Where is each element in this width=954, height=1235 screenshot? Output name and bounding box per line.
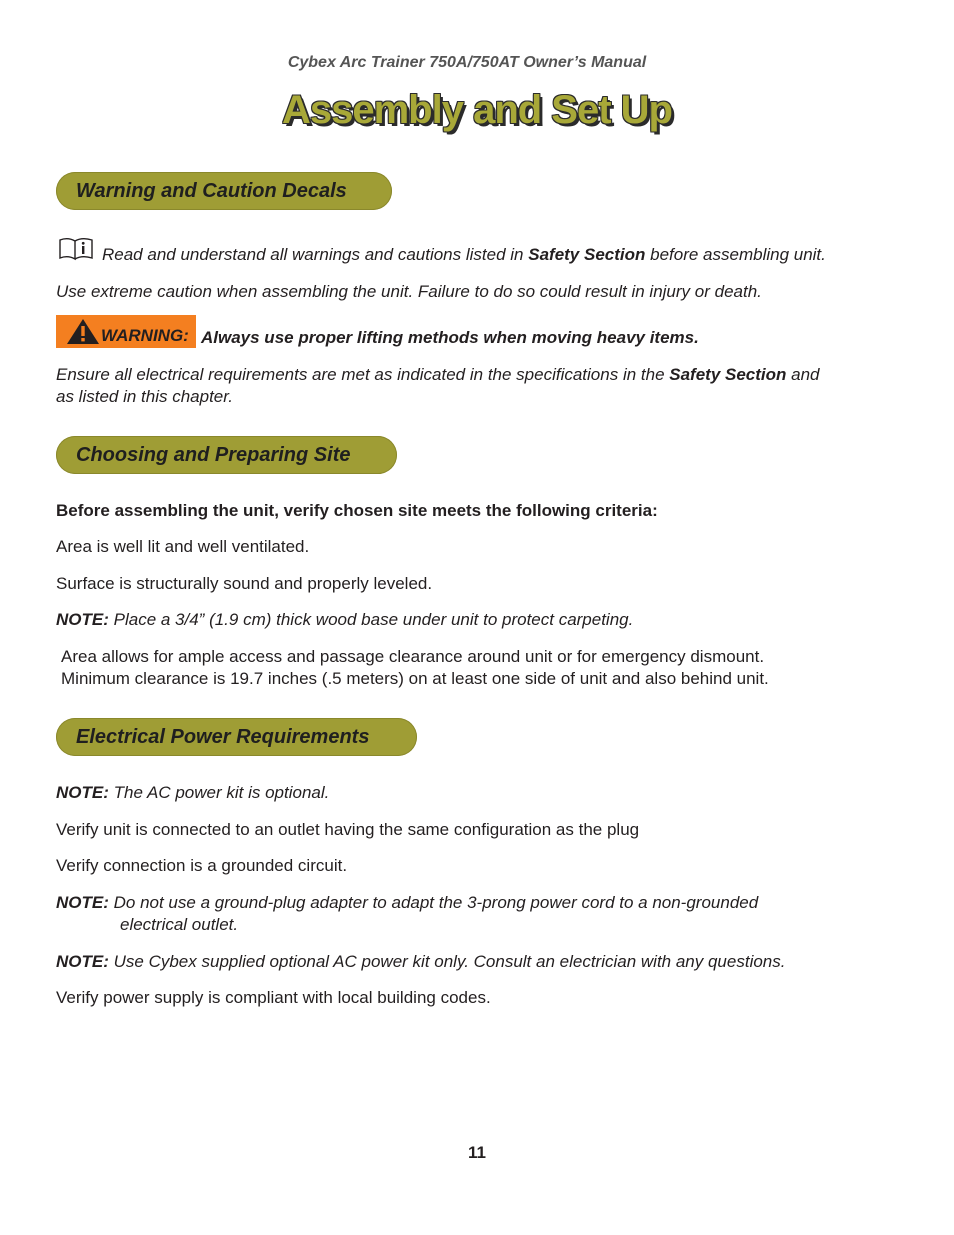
electrical-item: Verify power supply is compliant with local building codes. <box>56 988 491 1007</box>
manual-header-title: Cybex Arc Trainer 750A/750AT Owner’s Manual <box>287 54 647 71</box>
site-criteria-item-line2: Minimum clearance is 19.7 inches (.5 meters) on at least one side of unit and also behind unit. <box>61 669 769 688</box>
electrical-note <box>56 951 785 973</box>
warning-badge <box>56 315 196 348</box>
electrical-requirements-text: Ensure all electrical requirements are met as indicated in the specifications in the <box>56 365 670 384</box>
note-text: Use Cybex supplied optional AC power kit only. Consult an electrician with any questions. <box>113 952 786 971</box>
electrical-note-line2: electrical outlet. <box>120 915 239 934</box>
read-warnings-text: Read and understand all warnings and cautions listed in <box>102 245 529 264</box>
site-note <box>56 609 633 631</box>
warning-text: Always use proper lifting methods when moving heavy items. <box>201 328 699 347</box>
safety-section-ref-2: Safety Section <box>669 365 787 384</box>
electrical-requirements-text-end: and <box>786 365 820 384</box>
note-label: NOTE: <box>56 952 109 971</box>
section-heading-electrical: Electrical Power Requirements <box>56 718 417 756</box>
site-criteria-item: Area allows for ample access and passage clearance around unit or for emergency dismount. <box>61 647 765 666</box>
note-label: NOTE: <box>56 610 109 629</box>
site-criteria-intro: Before assembling the unit, verify chosen site meets the following criteria: <box>56 501 658 520</box>
electrical-item: Verify unit is connected to an outlet having the same configuration as the plug <box>56 820 640 839</box>
read-warnings-text-end: before assembling unit. <box>645 245 826 264</box>
note-text: Do not use a ground-plug adapter to adapt the 3-prong power cord to a non-grounded <box>113 893 759 912</box>
safety-section-ref: Safety Section <box>528 245 646 264</box>
section-heading-warning-decals: Warning and Caution Decals <box>56 172 392 210</box>
site-criteria-item: Area is well lit and well ventilated. <box>56 537 310 556</box>
page-title: Assembly and Set Up <box>281 88 672 132</box>
book-info-icon <box>58 237 94 261</box>
warning-triangle-icon <box>66 318 100 345</box>
electrical-note <box>56 892 758 914</box>
read-warnings-instruction <box>102 244 826 266</box>
note-text: Place a 3/4” (1.9 cm) thick wood base under unit to protect carpeting. <box>113 610 634 629</box>
site-criteria-item: Surface is structurally sound and properly leveled. <box>56 574 433 593</box>
caution-text: Use extreme caution when assembling the unit. Failure to do so could result in injury or death. <box>56 282 762 301</box>
note-text: The AC power kit is optional. <box>113 783 330 802</box>
page-number: 11 <box>468 1143 486 1162</box>
note-label: NOTE: <box>56 893 109 912</box>
electrical-requirements-line2: as listed in this chapter. <box>56 387 234 406</box>
electrical-item: Verify connection is a grounded circuit. <box>56 856 348 875</box>
electrical-note <box>56 782 329 804</box>
electrical-requirements-note <box>56 364 820 386</box>
note-label: NOTE: <box>56 783 109 802</box>
section-heading-site: Choosing and Preparing Site <box>56 436 397 474</box>
warning-label: WARNING: <box>101 326 189 345</box>
